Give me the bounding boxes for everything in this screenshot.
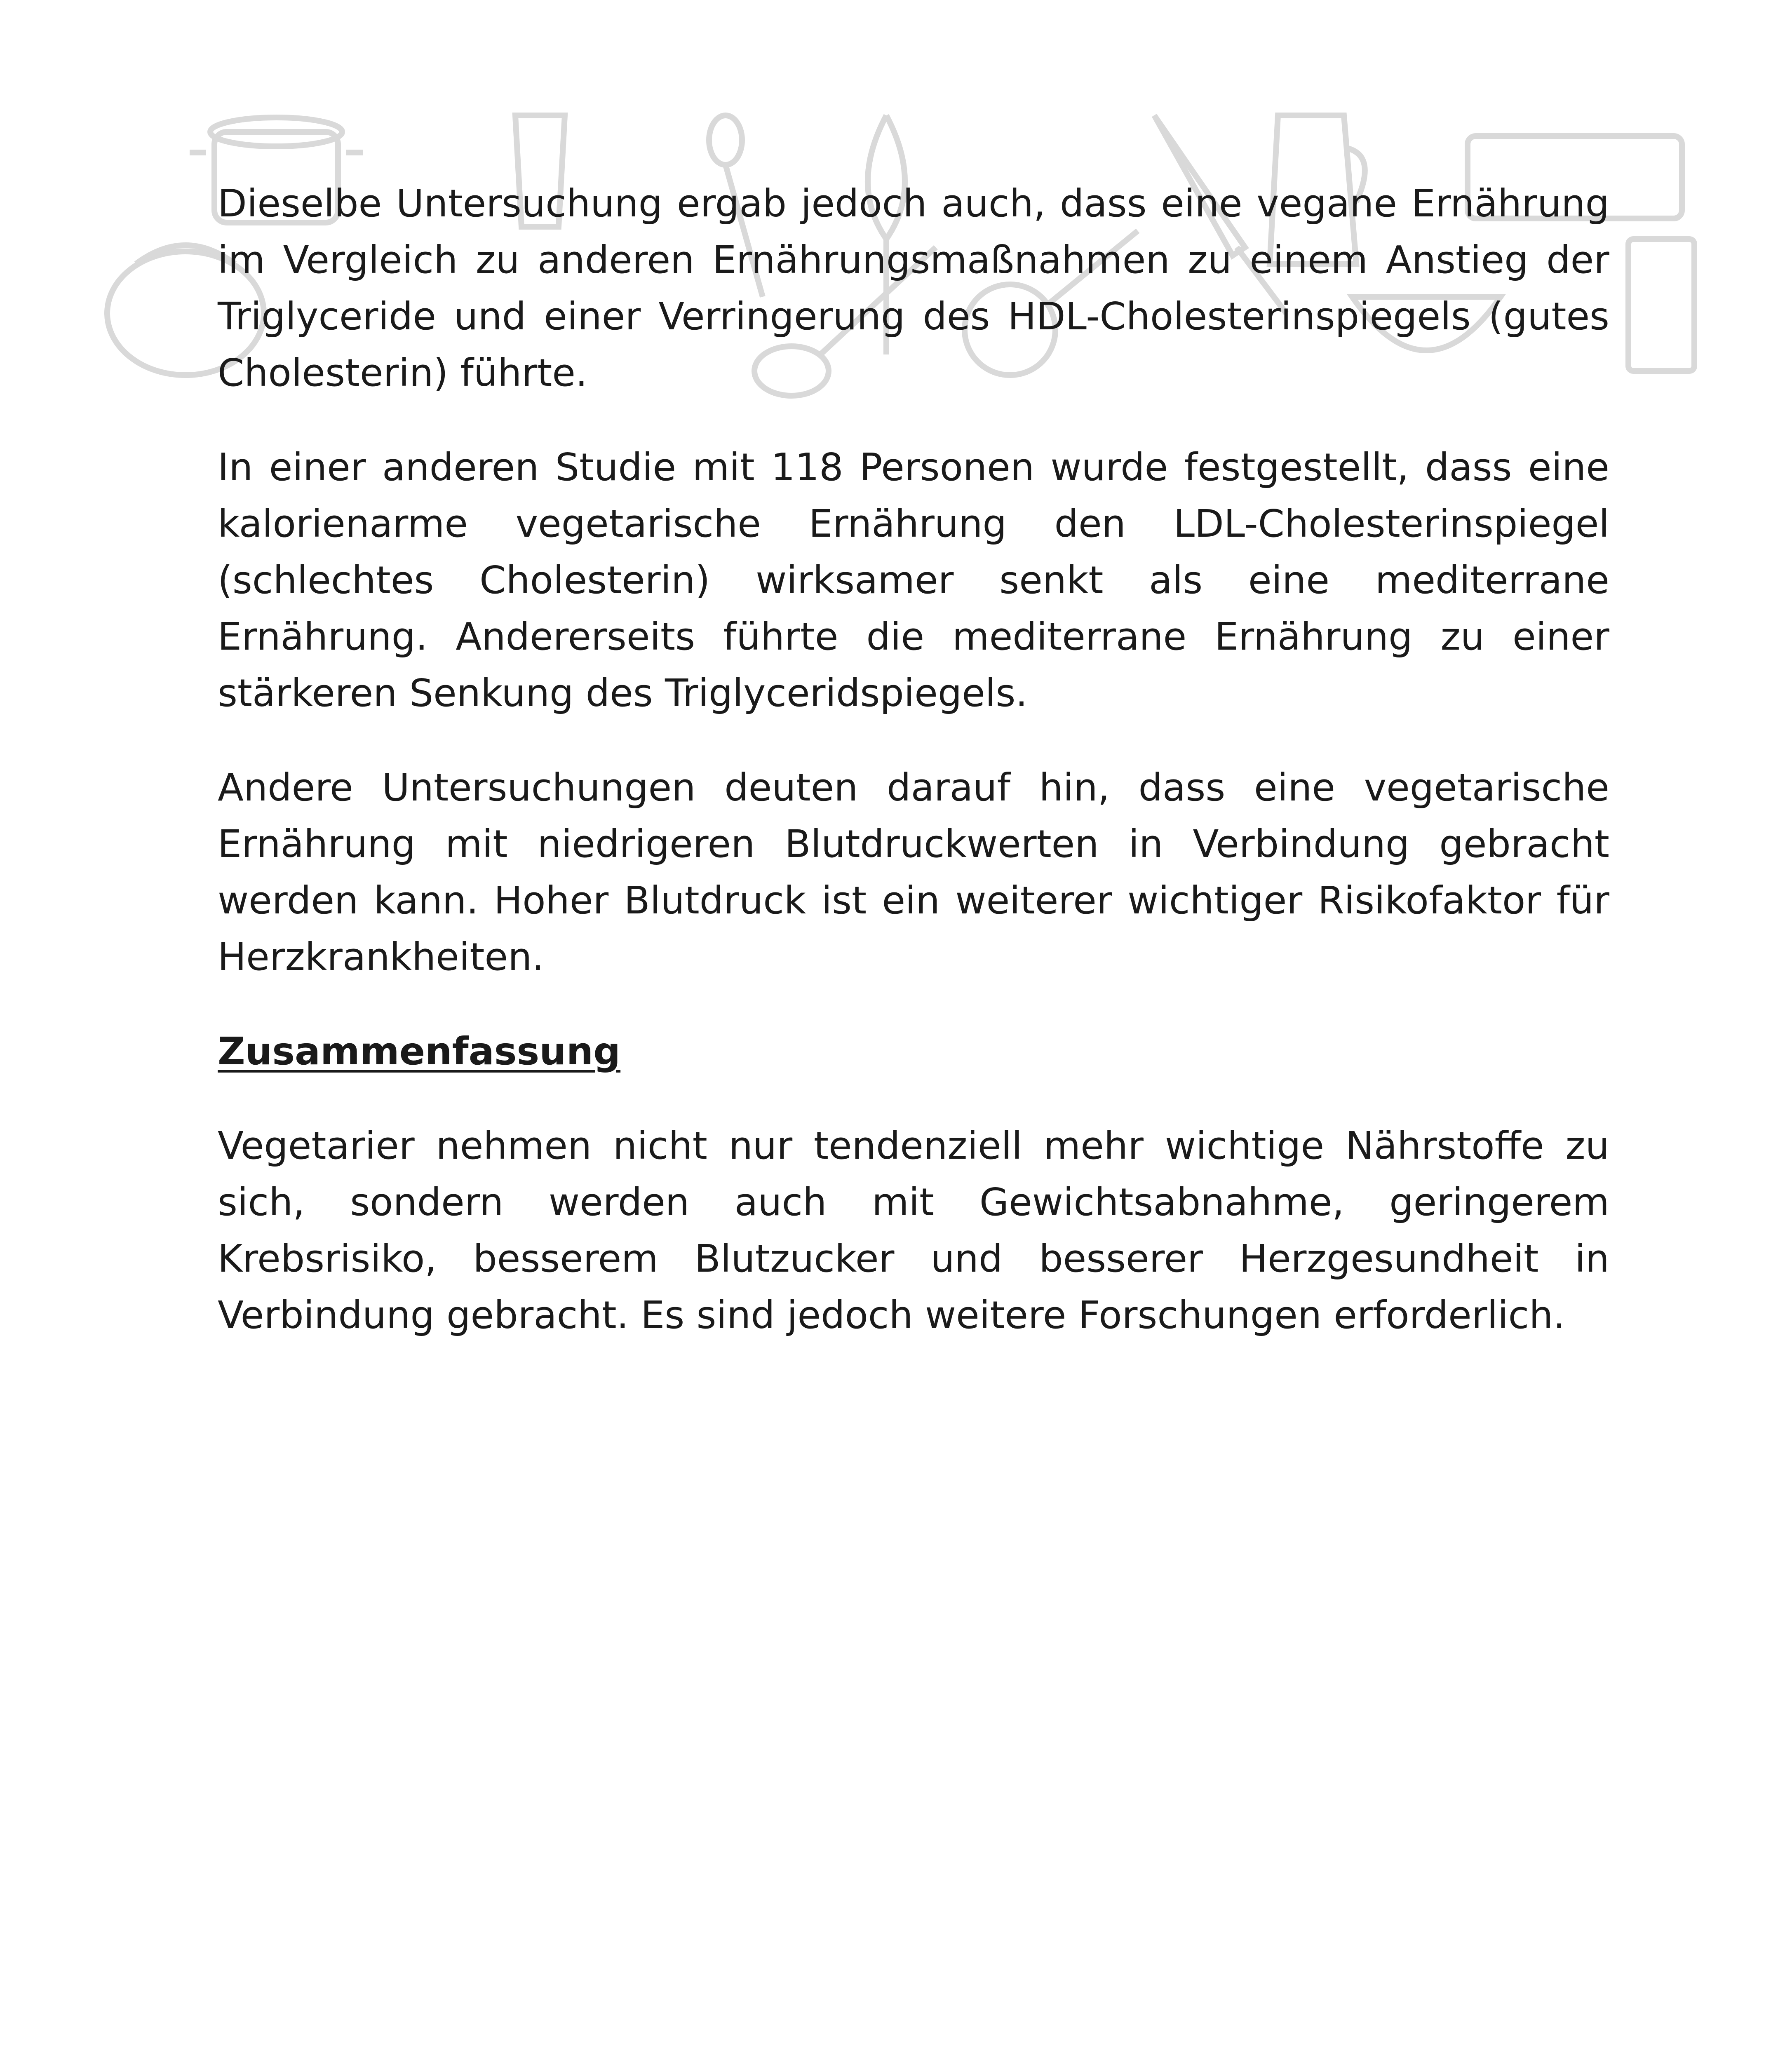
summary-paragraph: Vegetarier nehmen nicht nur tendenziell mehr wichtige Nährstoffe zu sich, sondern werden auch mit Gewichtsabnahme, geringerem Krebsrisiko, besserem Blutzucker und besserer Herzgesundheit in Verbindung gebracht. Es sind jedoch weitere Forschungen erforderlich.	[218, 1124, 1609, 1337]
paragraph-study-118-persons: In einer anderen Studie mit 118 Personen wurde festgestellt, dass eine kalorienarme vegetarische Ernährung den LDL-Cholesterinspiegel (schlechtes Cholesterin) wirksamer senkt als eine mediterrane Ernährung. Andererseits führte die mediterrane Ernährung zu einer stärkeren Senkung des Triglyceridspiegels.	[218, 445, 1609, 715]
grater-icon	[1628, 239, 1694, 371]
paragraph-vegan-triglycerides: Dieselbe Untersuchung ergab jedoch auch, dass eine vegane Ernährung im Vergleich zu anderen Ernährungsmaßnahmen zu einem Anstieg der Triglyceride und einer Verringerung des HDL-Cholesterinspiegels (gutes Cholesterin) führte.	[218, 181, 1609, 395]
document-body	[218, 175, 1609, 1381]
summary-heading: Zusammenfassung	[218, 1029, 621, 1073]
paragraph-blood-pressure: Andere Untersuchungen deuten darauf hin, dass eine vegetarische Ernährung mit niedrigeren Blutdruckwerten in Verbindung gebracht werden kann. Hoher Blutdruck ist ein weiterer wichtiger Risikofaktor für Herzkrankheiten.	[218, 765, 1609, 979]
